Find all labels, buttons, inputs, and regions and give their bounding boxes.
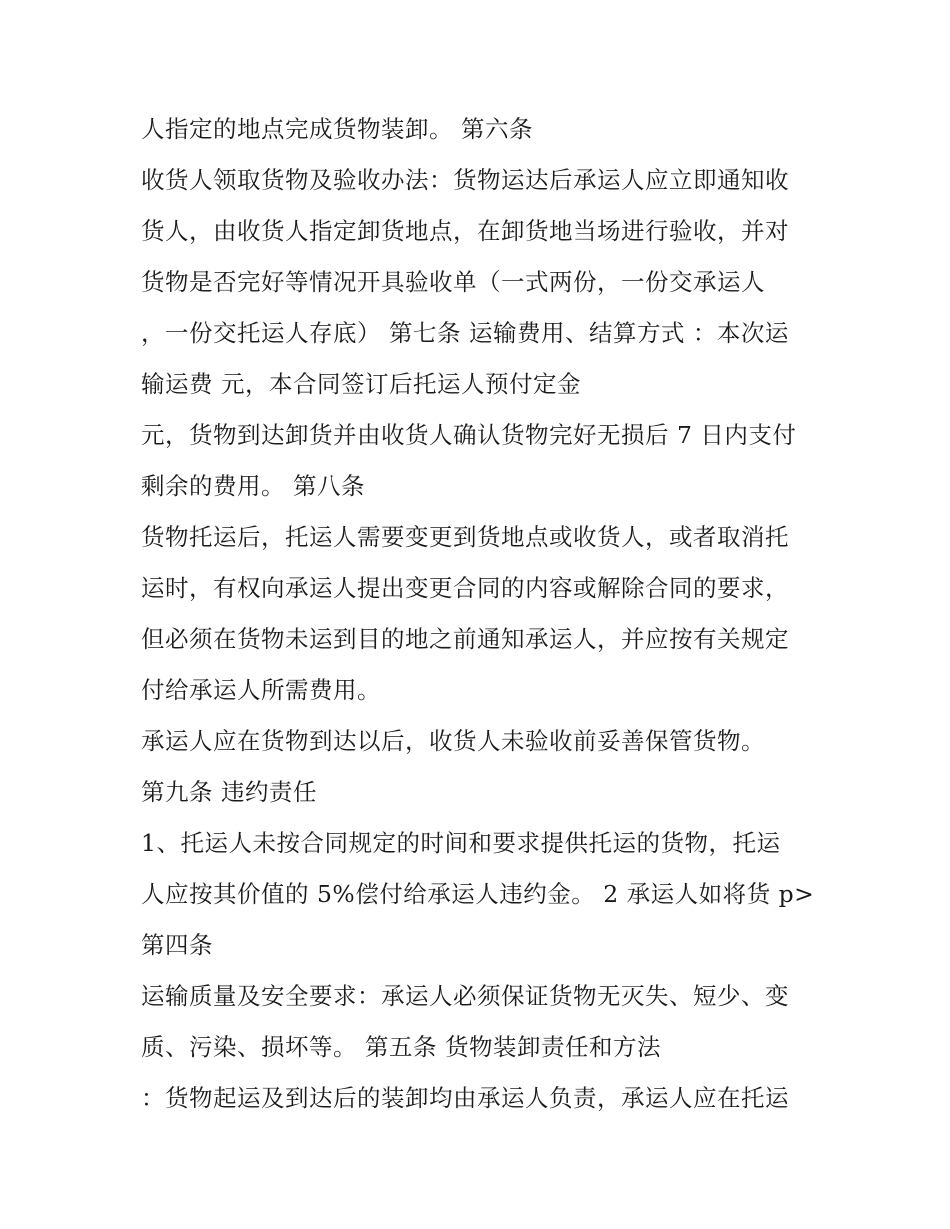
text-line: 剩余的费用。 第八条: [141, 472, 365, 500]
text-line: 人指定的地点完成货物装卸。 第六条: [141, 115, 533, 143]
text-line: 但必须在货物未运到目的地之前通知承运人，并应按有关规定: [141, 625, 789, 653]
text-line: 第四条: [141, 931, 213, 959]
text-line: 运输质量及安全要求：承运人必须保证货物无灭失、短少、变: [141, 982, 789, 1010]
text-line: 付给承运人所需费用。: [141, 676, 381, 704]
text-line: 质、污染、损坏等。 第五条 货物装卸责任和方法: [141, 1033, 661, 1061]
text-line: 1、托运人未按合同规定的时间和要求提供托运的货物，托运: [141, 829, 781, 857]
text-line: 人应按其价值的 5%偿付给承运人违约金。 2 承运人如将货 p>: [141, 880, 815, 908]
document-body: [141, 104, 841, 1124]
text-line: 货物是否完好等情况开具验收单（一式两份，一份交承运人: [141, 268, 765, 296]
text-line: 收货人领取货物及验收办法：货物运达后承运人应立即通知收: [141, 166, 789, 194]
text-line: 承运人应在货物到达以后，收货人未验收前妥善保管货物。: [141, 727, 765, 755]
text-line: 运时，有权向承运人提出变更合同的内容或解除合同的要求，: [141, 574, 789, 602]
text-line: 货物托运后，托运人需要变更到货地点或收货人，或者取消托: [141, 523, 789, 551]
text-line: ：货物起运及到达后的装卸均由承运人负责，承运人应在托运: [141, 1084, 789, 1112]
text-line: ，一份交托运人存底） 第七条 运输费用、结算方式 ：本次运: [141, 319, 789, 347]
text-line: 元，货物到达卸货并由收货人确认货物完好无损后 7 日内支付: [141, 421, 797, 449]
text-line: 第九条 违约责任: [141, 778, 317, 806]
text-line: 货人，由收货人指定卸货地点，在卸货地当场进行验收，并对: [141, 217, 789, 245]
text-line: 输运费 元，本合同签订后托运人预付定金: [141, 370, 581, 398]
